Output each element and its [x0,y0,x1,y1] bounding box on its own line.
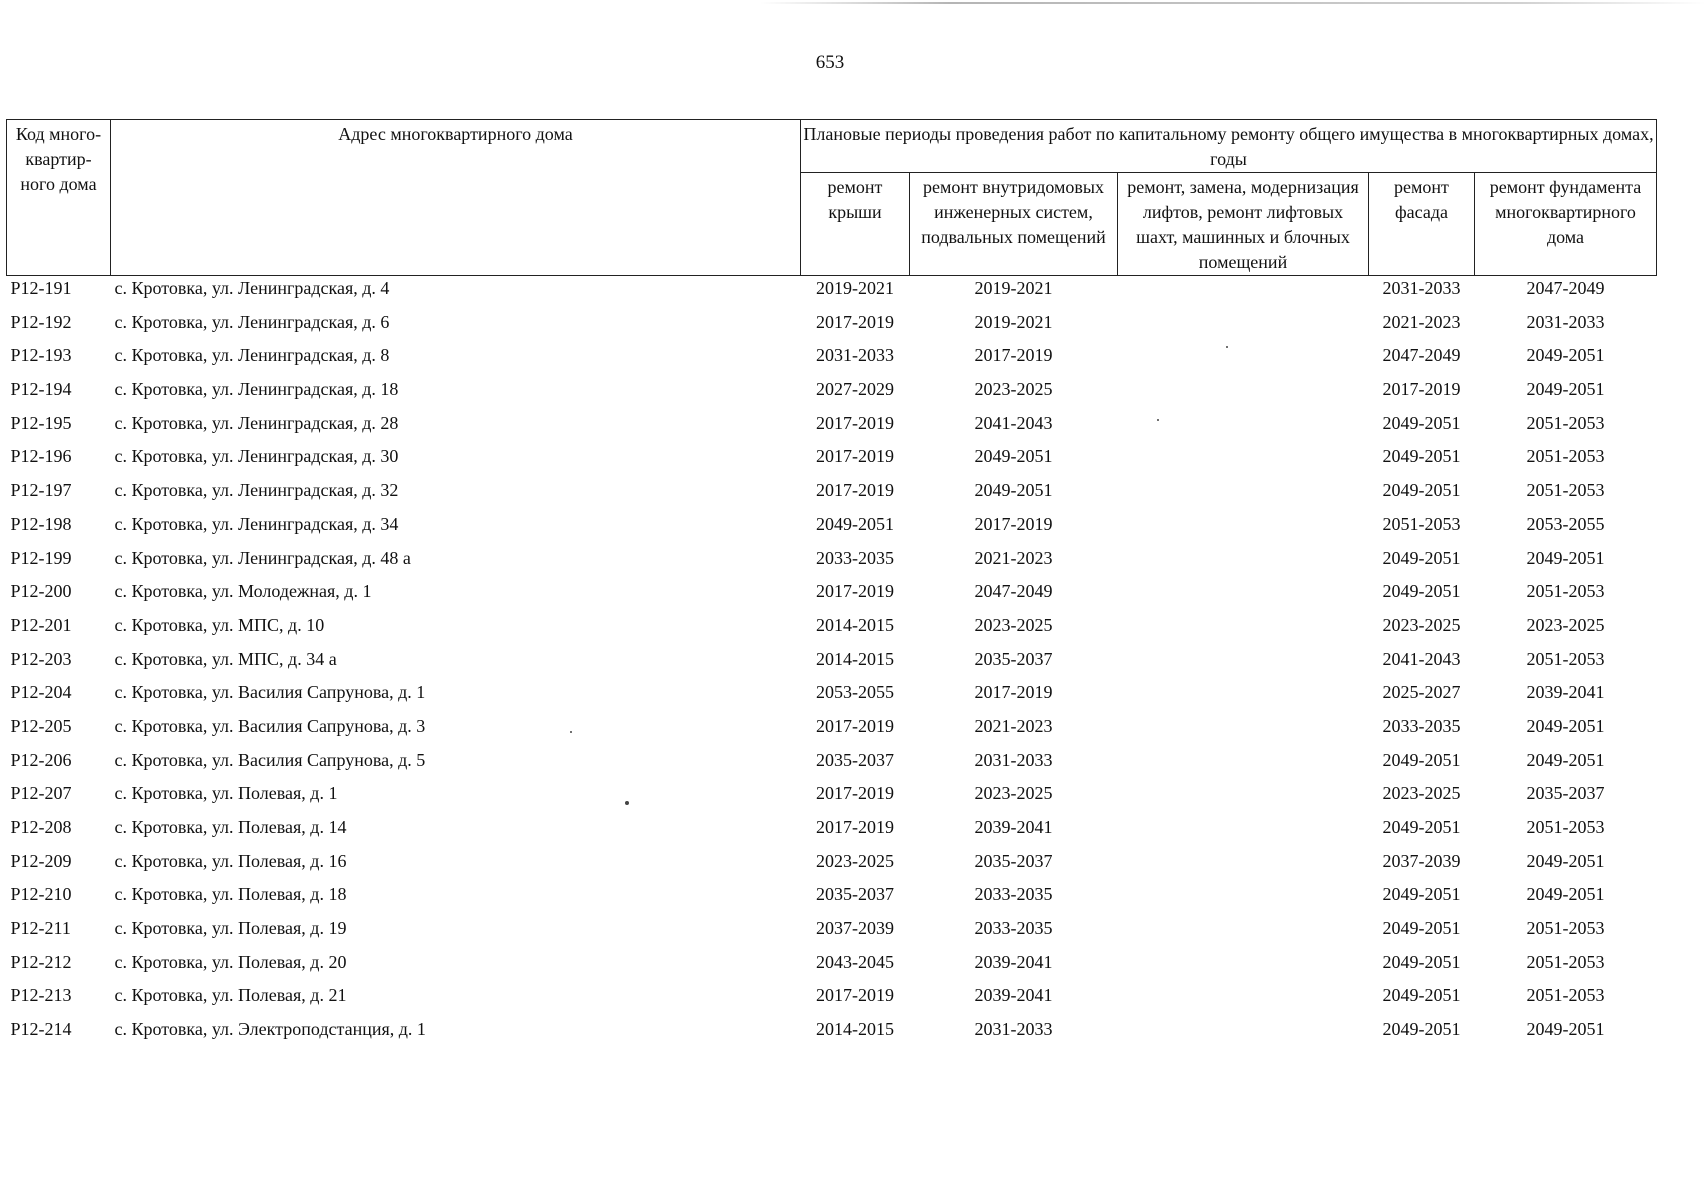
cell-facade: 2041-2043 [1382,648,1461,669]
cell-address: с. Кротовка, ул. Василия Сапрунова, д. 1 [114,682,426,703]
table-row [7,276,1657,310]
cell-elevators [1118,512,1369,546]
table-row [7,512,1657,546]
repair-schedule-table [6,119,1657,1051]
cell-address: с. Кротовка, ул. Полевая, д. 21 [114,985,347,1006]
cell-address: с. Кротовка, ул. Полевая, д. 1 [114,783,338,804]
cell-code: P12-209 [10,850,72,871]
cell-systems: 2039-2041 [974,951,1053,972]
cell-facade: 2037-2039 [1382,850,1461,871]
cell-address: с. Кротовка, ул. Полевая, д. 19 [114,918,347,939]
table-row [7,849,1657,883]
cell-elevators [1118,781,1369,815]
cell-elevators [1118,613,1369,647]
header-roof: ремонт крыши [801,173,910,276]
cell-facade: 2049-2051 [1382,446,1461,467]
cell-elevators [1118,1017,1369,1051]
cell-foundation: 2051-2053 [1526,480,1605,501]
cell-address: с. Кротовка, ул. Василия Сапрунова, д. 3 [114,715,426,736]
cell-code: P12-201 [10,614,72,635]
cell-code: P12-210 [10,884,72,905]
cell-roof: 2037-2039 [816,918,894,939]
cell-address: с. Кротовка, ул. Полевая, д. 16 [114,850,347,871]
cell-elevators [1118,815,1369,849]
table-row [7,1017,1657,1051]
cell-code: P12-195 [10,412,72,433]
cell-foundation: 2051-2053 [1526,918,1605,939]
cell-roof: 2053-2055 [816,682,894,703]
cell-facade: 2049-2051 [1382,480,1461,501]
cell-roof: 2017-2019 [816,480,894,501]
cell-code: P12-214 [10,1019,72,1040]
cell-systems: 2017-2019 [974,682,1053,703]
cell-roof: 2017-2019 [816,817,894,837]
cell-roof: 2017-2019 [816,446,894,467]
cell-address: с. Кротовка, ул. Электроподстанция, д. 1 [114,1019,426,1040]
cell-foundation: 2051-2053 [1526,817,1605,837]
cell-address: с. Кротовка, ул. Полевая, д. 14 [114,817,347,837]
cell-elevators [1118,478,1369,512]
table-row [7,680,1657,714]
cell-code: P12-208 [10,817,72,837]
cell-systems: 2021-2023 [974,547,1053,568]
cell-address: с. Кротовка, ул. Ленинградская, д. 32 [114,480,399,501]
header-facade: ремонт фасада [1369,173,1475,276]
table-body [7,276,1657,1051]
cell-address: с. Кротовка, ул. Ленинградская, д. 18 [114,379,399,400]
cell-code: P12-199 [10,547,72,568]
cell-code: P12-196 [10,446,72,467]
cell-systems: 2039-2041 [974,985,1053,1006]
cell-address: с. Кротовка, ул. МПС, д. 10 [114,614,325,635]
cell-roof: 2017-2019 [816,985,894,1006]
cell-foundation: 2049-2051 [1526,345,1605,366]
cell-facade: 2047-2049 [1382,345,1461,366]
cell-code: P12-211 [10,918,71,939]
cell-elevators [1118,343,1369,377]
cell-roof: 2019-2021 [816,278,894,298]
cell-facade: 2049-2051 [1382,951,1461,972]
table-row [7,882,1657,916]
cell-address: с. Кротовка, ул. Ленинградская, д. 30 [114,446,399,467]
cell-systems: 2049-2051 [974,480,1053,501]
cell-code: P12-212 [10,951,72,972]
cell-foundation: 2049-2051 [1526,715,1605,736]
cell-code: P12-213 [10,985,72,1006]
cell-elevators [1118,680,1369,714]
table-row [7,411,1657,445]
cell-facade: 2049-2051 [1382,817,1461,837]
cell-code: P12-205 [10,715,72,736]
header-code: Код много-квартир-ного дома [7,120,111,276]
cell-facade: 2023-2025 [1382,783,1461,804]
table-row [7,714,1657,748]
cell-roof: 2017-2019 [816,783,894,804]
header-elevators: ремонт, замена, модернизация лифтов, ремонт лифтовых шахт, машинных и блочных помещений [1118,173,1369,276]
cell-systems: 2031-2033 [974,1019,1053,1040]
cell-roof: 2014-2015 [816,648,894,669]
cell-systems: 2035-2037 [974,648,1053,669]
cell-systems: 2047-2049 [974,581,1053,602]
cell-roof: 2049-2051 [816,513,894,534]
cell-foundation: 2049-2051 [1526,749,1605,770]
cell-roof: 2017-2019 [816,581,894,602]
cell-elevators [1118,411,1369,445]
cell-facade: 2017-2019 [1382,379,1461,400]
cell-foundation: 2051-2053 [1526,446,1605,467]
cell-facade: 2051-2053 [1382,513,1461,534]
cell-address: с. Кротовка, ул. Ленинградская, д. 34 [114,513,399,534]
cell-foundation: 2047-2049 [1526,278,1605,298]
cell-roof: 2017-2019 [816,715,894,736]
cell-systems: 2023-2025 [974,614,1053,635]
table-row [7,310,1657,344]
cell-elevators [1118,849,1369,883]
cell-address: с. Кротовка, ул. Молодежная, д. 1 [114,581,372,602]
page-number: 653 [815,52,845,73]
cell-foundation: 2051-2053 [1526,412,1605,433]
table-row [7,950,1657,984]
cell-elevators [1118,882,1369,916]
cell-foundation: 2051-2053 [1526,581,1605,602]
cell-roof: 2017-2019 [816,412,894,433]
cell-address: с. Кротовка, ул. Ленинградская, д. 4 [114,278,390,298]
cell-facade: 2025-2027 [1382,682,1461,703]
cell-facade: 2049-2051 [1382,918,1461,939]
table-row [7,613,1657,647]
cell-code: P12-200 [10,581,72,602]
cell-elevators [1118,950,1369,984]
cell-address: с. Кротовка, ул. Василия Сапрунова, д. 5 [114,749,426,770]
cell-roof: 2031-2033 [816,345,894,366]
cell-systems: 2019-2021 [974,311,1053,332]
cell-elevators [1118,983,1369,1017]
cell-roof: 2017-2019 [816,311,894,332]
table-row [7,343,1657,377]
cell-systems: 2019-2021 [974,278,1053,298]
table-row [7,916,1657,950]
cell-foundation: 2051-2053 [1526,648,1605,669]
cell-systems: 2033-2035 [974,918,1053,939]
header-systems: ремонт внутридомовых инженерных систем, подвальных помещений [910,173,1118,276]
cell-address: с. Кротовка, ул. Ленинградская, д. 28 [114,412,399,433]
cell-systems: 2041-2043 [974,412,1053,433]
cell-code: P12-206 [10,749,72,770]
cell-elevators [1118,748,1369,782]
cell-facade: 2049-2051 [1382,985,1461,1006]
cell-elevators [1118,444,1369,478]
table-row [7,781,1657,815]
cell-code: P12-203 [10,648,72,669]
cell-elevators [1118,579,1369,613]
cell-code: P12-194 [10,379,72,400]
cell-foundation: 2023-2025 [1526,614,1605,635]
table-row [7,377,1657,411]
cell-systems: 2049-2051 [974,446,1053,467]
cell-address: с. Кротовка, ул. Полевая, д. 18 [114,884,347,905]
cell-elevators [1118,377,1369,411]
cell-roof: 2035-2037 [816,749,894,770]
cell-foundation: 2035-2037 [1526,783,1605,804]
cell-elevators [1118,546,1369,580]
cell-foundation: 2051-2053 [1526,951,1605,972]
cell-roof: 2023-2025 [816,850,894,871]
cell-code: P12-191 [10,278,72,298]
cell-systems: 2039-2041 [974,817,1053,837]
cell-roof: 2043-2045 [816,951,894,972]
cell-systems: 2017-2019 [974,345,1053,366]
cell-facade: 2021-2023 [1382,311,1461,332]
cell-systems: 2031-2033 [974,749,1053,770]
cell-address: с. Кротовка, ул. МПС, д. 34 а [114,648,337,669]
cell-facade: 2049-2051 [1382,581,1461,602]
cell-foundation: 2049-2051 [1526,547,1605,568]
cell-facade: 2049-2051 [1382,749,1461,770]
cell-address: с. Кротовка, ул. Ленинградская, д. 8 [114,345,390,366]
cell-address: с. Кротовка, ул. Ленинградская, д. 6 [114,311,390,332]
cell-code: P12-197 [10,480,72,501]
header-foundation: ремонт фундамента многоквартирного дома [1475,173,1657,276]
cell-systems: 2021-2023 [974,715,1053,736]
table-row [7,444,1657,478]
cell-elevators [1118,916,1369,950]
cell-systems: 2035-2037 [974,850,1053,871]
cell-elevators [1118,647,1369,681]
cell-address: с. Кротовка, ул. Ленинградская, д. 48 а [114,547,411,568]
header-periods-group: Плановые периоды проведения работ по капитальному ремонту общего имущества в многоквартирных домах, годы [801,120,1657,173]
cell-code: P12-204 [10,682,72,703]
header-address: Адрес многоквартирного дома [111,120,801,276]
cell-code: P12-198 [10,513,72,534]
cell-roof: 2035-2037 [816,884,894,905]
cell-facade: 2031-2033 [1382,278,1461,298]
cell-systems: 2033-2035 [974,884,1053,905]
table-row [7,647,1657,681]
cell-foundation: 2049-2051 [1526,850,1605,871]
cell-code: P12-193 [10,345,72,366]
cell-facade: 2049-2051 [1382,412,1461,433]
cell-code: P12-207 [10,783,72,804]
cell-systems: 2023-2025 [974,379,1053,400]
cell-foundation: 2049-2051 [1526,884,1605,905]
cell-roof: 2033-2035 [816,547,894,568]
cell-systems: 2017-2019 [974,513,1053,534]
cell-facade: 2023-2025 [1382,614,1461,635]
cell-elevators [1118,310,1369,344]
cell-systems: 2023-2025 [974,783,1053,804]
table-row [7,478,1657,512]
cell-elevators [1118,714,1369,748]
table-row [7,983,1657,1017]
cell-roof: 2027-2029 [816,379,894,400]
cell-elevators [1118,276,1369,310]
cell-foundation: 2031-2033 [1526,311,1605,332]
cell-foundation: 2049-2051 [1526,379,1605,400]
table-row [7,815,1657,849]
cell-facade: 2049-2051 [1382,547,1461,568]
cell-roof: 2014-2015 [816,1019,894,1040]
cell-foundation: 2049-2051 [1526,1019,1605,1040]
cell-facade: 2049-2051 [1382,884,1461,905]
cell-address: с. Кротовка, ул. Полевая, д. 20 [114,951,347,972]
table-row [7,748,1657,782]
cell-roof: 2014-2015 [816,614,894,635]
cell-foundation: 2053-2055 [1526,513,1605,534]
cell-code: P12-192 [10,311,72,332]
table-row [7,546,1657,580]
cell-foundation: 2039-2041 [1526,682,1605,703]
scan-artifact-line [760,2,1706,4]
table-row [7,579,1657,613]
cell-facade: 2033-2035 [1382,715,1461,736]
cell-facade: 2049-2051 [1382,1019,1461,1040]
cell-foundation: 2051-2053 [1526,985,1605,1006]
